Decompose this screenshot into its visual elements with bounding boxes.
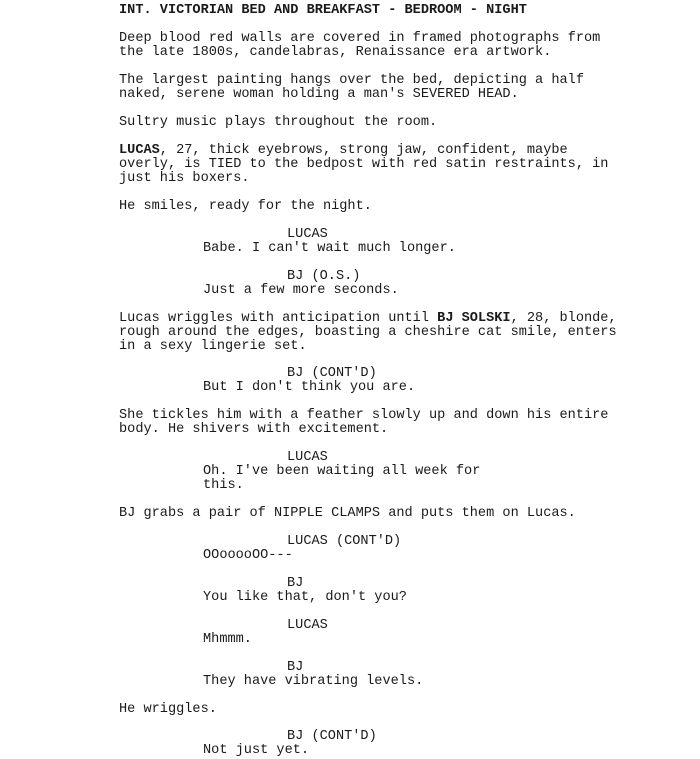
dialogue-line: Oh. I've been waiting all week for [203,464,481,479]
dialogue-line: Mhmmm. [203,632,252,647]
character-cue: BJ (O.S.) [287,269,361,284]
action-line: The largest painting hangs over the bed, depicting a half [119,73,584,88]
dialogue-line: Just a few more seconds. [203,283,399,298]
character-cue: BJ (CONT'D) [287,729,377,744]
scene-heading: INT. VICTORIAN BED AND BREAKFAST - BEDROOM - NIGHT [119,3,527,18]
character-cue: LUCAS [287,227,328,242]
character-cue: LUCAS [287,450,328,465]
character-cue: BJ [287,660,304,675]
character-cue: BJ (CONT'D) [287,366,377,381]
character-cue: BJ [287,576,304,591]
character-intro: BJ SOLSKI [437,311,511,326]
dialogue-line: OOooooOO--- [203,548,293,563]
action-text: Lucas wriggles with anticipation until [119,311,438,326]
action-line: Deep blood red walls are covered in framed photographs from [119,31,601,46]
action-line: BJ grabs a pair of NIPPLE CLAMPS and puts them on Lucas. [119,506,576,521]
action-line: body. He shivers with excitement. [119,422,389,437]
action-line: naked, serene woman holding a man's SEVERED HEAD. [119,87,519,102]
dialogue-line: this. [203,478,244,493]
action-text: , 27, thick eyebrows, strong jaw, confident, maybe [159,143,568,158]
action-line [119,312,617,326]
action-line [119,144,568,158]
action-line: He smiles, ready for the night. [119,199,372,214]
action-line: the late 1800s, candelabras, Renaissance era artwork. [119,45,552,60]
action-line: Sultry music plays throughout the room. [119,115,438,130]
action-line: He wriggles. [119,702,217,717]
dialogue-line: They have vibrating levels. [203,674,424,689]
dialogue-line: You like that, don't you? [203,590,407,605]
character-cue: LUCAS [287,618,328,633]
action-line: just his boxers. [119,171,250,186]
action-line: overly, is TIED to the bedpost with red satin restraints, in [119,157,609,172]
dialogue-line: But I don't think you are. [203,380,416,395]
dialogue-line: Babe. I can't wait much longer. [203,241,456,256]
character-cue: LUCAS (CONT'D) [287,534,402,549]
dialogue-line: Not just yet. [203,743,310,758]
character-intro: LUCAS [119,143,160,158]
action-line: She tickles him with a feather slowly up and down his entire [119,408,609,423]
action-line: in a sexy lingerie set. [119,339,307,354]
action-line: rough around the edges, boasting a cheshire cat smile, enters [119,325,617,340]
action-text: , 28, blonde, [510,311,617,326]
